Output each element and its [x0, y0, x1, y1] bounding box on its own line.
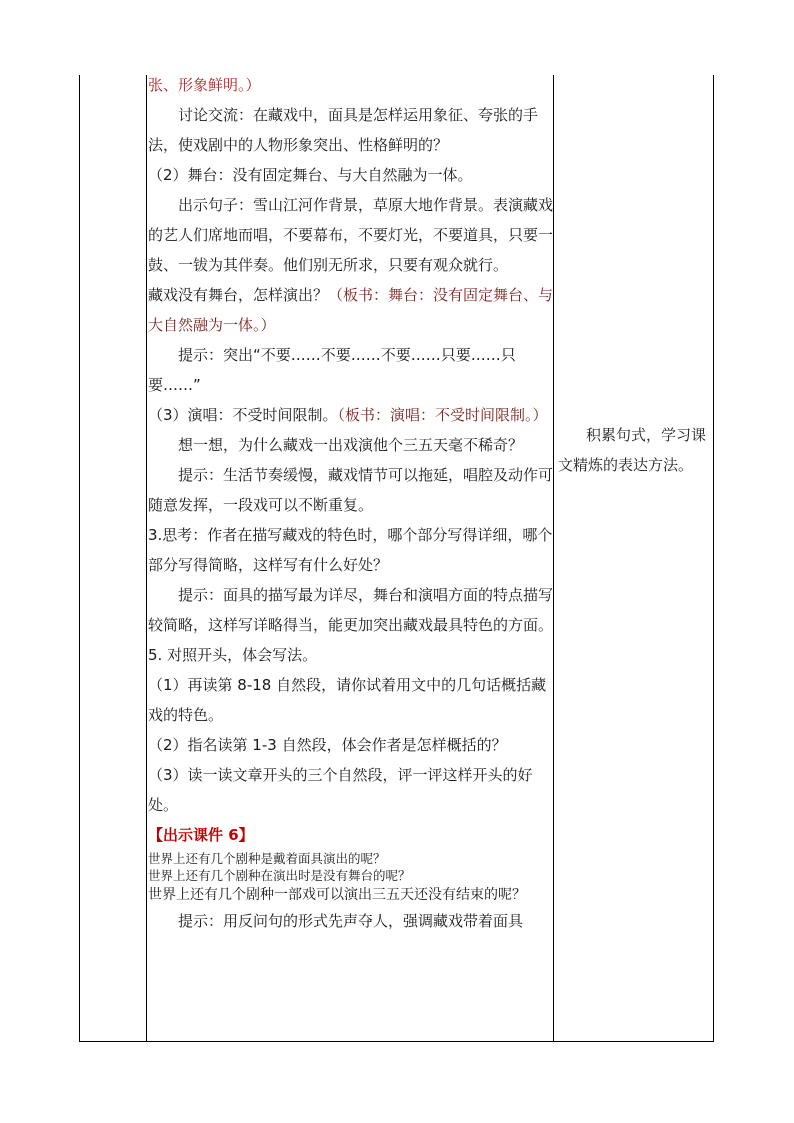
text-stage-point: （2）舞台：没有固定舞台、与大自然融为一体。: [148, 166, 473, 184]
text-hint-1: 提示：突出“不要……不要……不要……只要……只要……”: [148, 346, 516, 394]
stage-board-note: （板书：舞台：没有固定舞台、与大自然融为一体。）: [148, 286, 554, 334]
text-think-1: 想一想，为什么藏戏一出戏演他个三五天毫不稀奇？: [178, 436, 524, 454]
text-hint-4: 提示：用反问句的形式先声夺人，强调藏戏带着面具: [178, 912, 524, 930]
question-1: 世界上还有几个剧种是戴着面具演出的呢？: [148, 851, 386, 866]
text-quote: 出示句子：雪山江河作背景，草原大地作背景。表演藏戏的艺人们席地而唱，不要幕布，不要灯光，不要道具，只要一鼓、一钹为其伴奏。他们别无所求，只要有观众就行。: [148, 196, 554, 274]
text-stage-question: [148, 280, 554, 340]
text-think-3: 3.思考：作者在描写藏戏的特色时，哪个部分写得详细，哪个部分写得简略，这样写有什么好处？: [148, 526, 553, 574]
teaching-content: [148, 70, 554, 936]
table-border-right: [713, 75, 714, 1042]
design-intent-line-1: 积累句式，学习课: [586, 426, 707, 444]
stage-question: 藏戏没有舞台，怎样演出？: [148, 286, 329, 304]
courseware-label: 【出示课件 6】: [148, 826, 254, 844]
text-step-5: 5. 对照开头，体会写法。: [148, 646, 318, 664]
text-hint-2: 提示：生活节奏缓慢，藏戏情节可以拖延，唱腔及动作可随意发挥，一段戏可以不断重复。: [148, 466, 554, 514]
text-line: 张、形象鲜明。）: [148, 76, 261, 94]
design-intent-line-2: 文精炼的表达方法。: [558, 456, 694, 474]
text-discuss: 讨论交流：在藏戏中，面具是怎样运用象征、夸张的手法，使戏剧中的人物形象突出、性格鲜明的？: [148, 106, 539, 154]
question-3: 世界上还有几个剧种一部戏可以演出三五天还没有结束的呢？: [148, 887, 526, 903]
design-intent: [558, 420, 714, 480]
text-hint-3: 提示：面具的描写最为详尽，舞台和演唱方面的特点描写较简略，这样写详略得当，能更加突出藏戏最具特色的方面。: [148, 586, 554, 634]
text-step-5-1: （1）再读第 8-18 自然段，请你试着用文中的几句话概括藏戏的特色。: [148, 676, 547, 724]
text-sing-point: [148, 400, 554, 430]
text-step-5-3: （3）读一读文章开头的三个自然段，评一评这样开头的好处。: [148, 766, 533, 814]
sing-point: （3）演唱：不受时间限制。: [148, 406, 338, 424]
table-border-left: [79, 75, 80, 1042]
text-step-5-2: （2）指名读第 1-3 自然段，体会作者是怎样概括的？: [148, 736, 507, 754]
table-border-col1: [146, 75, 147, 1042]
table-border-bottom: [79, 1041, 714, 1042]
sing-board-note: （板书：演唱：不受时间限制。）: [337, 406, 548, 424]
question-2: 世界上还有几个剧种在演出时是没有舞台的呢？: [148, 868, 411, 883]
